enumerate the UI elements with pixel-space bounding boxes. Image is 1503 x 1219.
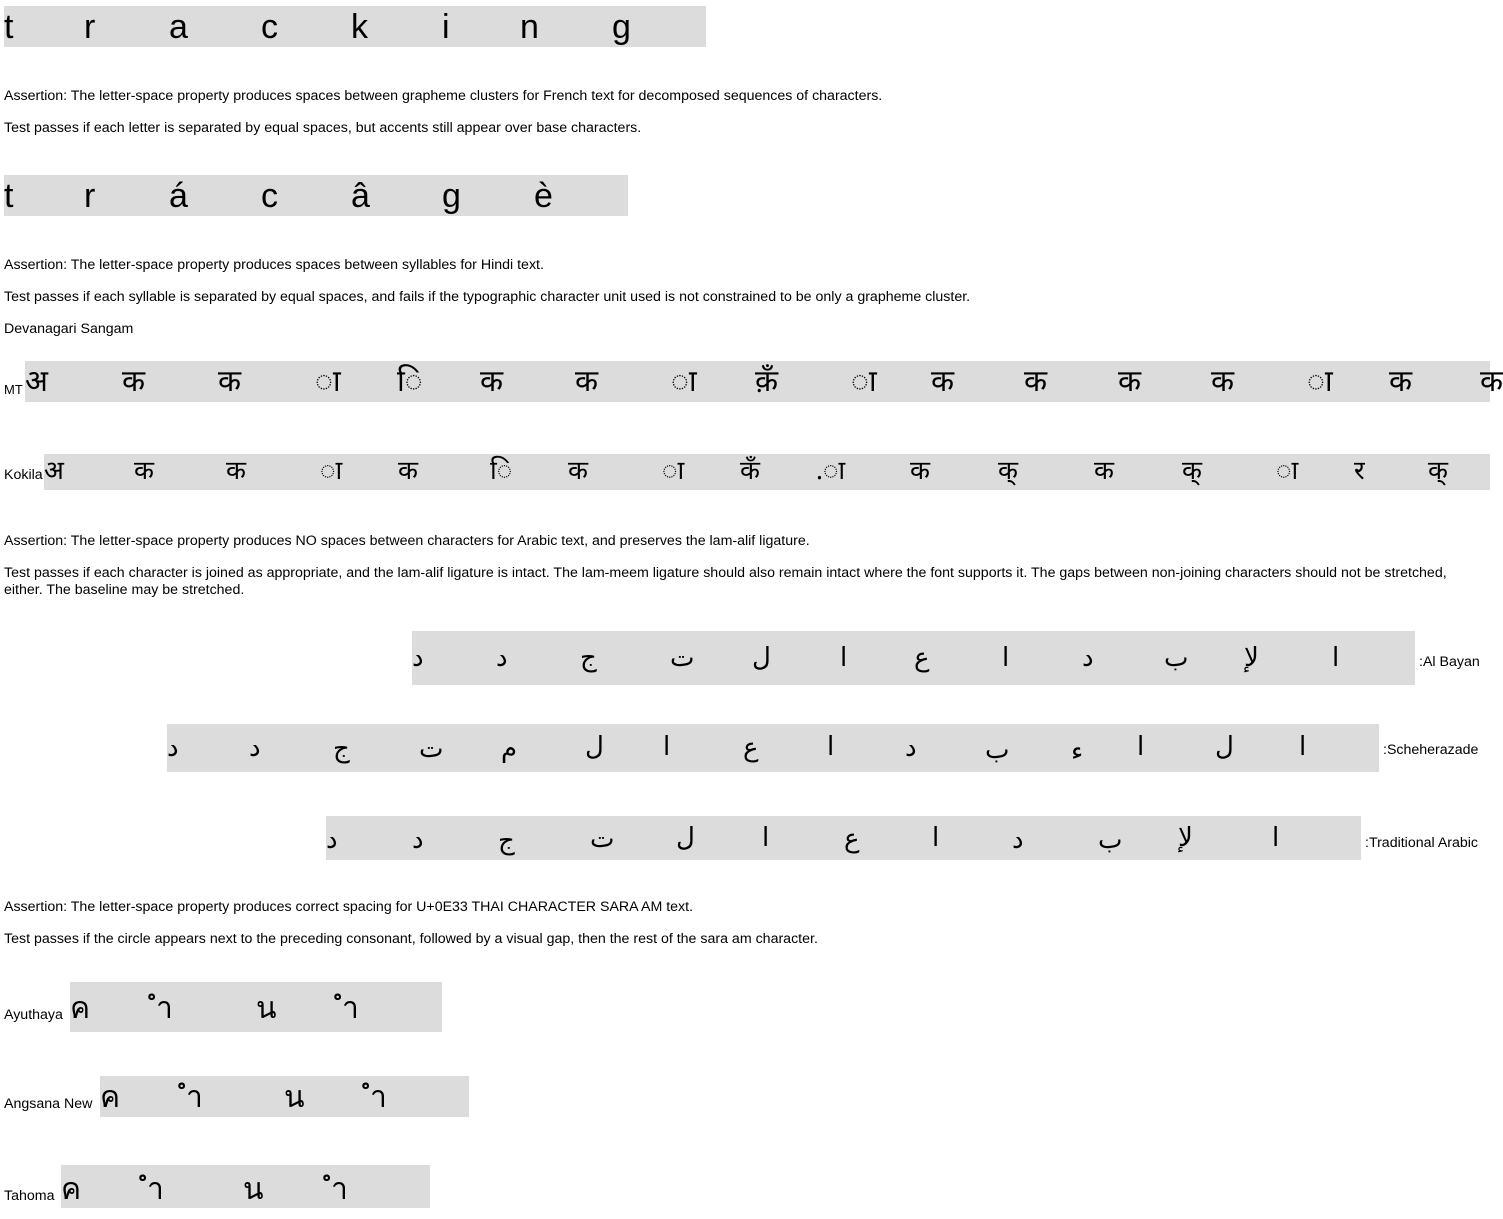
- hindi-pass-criteria: Test passes if each syllable is separated by equal spaces, and fails if the typographic character unit used is not constrained to be only a grapheme cluster.: [4, 289, 971, 305]
- letter-glyph: n: [520, 8, 539, 46]
- font-label-angsana-new: Angsana New: [4, 1096, 93, 1112]
- arabic-glyph: ا: [1272, 823, 1280, 853]
- syllable-glyph: क: [1480, 364, 1503, 399]
- syllable-glyph: क: [398, 456, 418, 486]
- thai-glyph: ํา: [186, 1080, 203, 1115]
- syllable-glyph: क: [1389, 364, 1413, 399]
- thai-sample-ayuthaya-band: [70, 982, 442, 1032]
- arabic-sample-al-bayan-band: [412, 631, 1415, 685]
- arabic-glyph: ج: [333, 734, 350, 764]
- arabic-glyph: ب: [1164, 643, 1189, 673]
- syllable-glyph: क: [568, 456, 588, 486]
- arabic-glyph: د: [1012, 825, 1024, 855]
- thai-glyph: น: [256, 991, 277, 1026]
- syllable-glyph: ा: [671, 364, 697, 399]
- syllable-glyph: क: [1024, 364, 1048, 399]
- french-sample-band: [4, 175, 628, 216]
- arabic-glyph: ت: [670, 643, 695, 673]
- syllable-glyph: कँ: [740, 456, 760, 486]
- arabic-glyph: د: [326, 825, 338, 855]
- letter-glyph: r: [84, 8, 96, 46]
- syllable-glyph: क्: [998, 456, 1018, 486]
- syllable-glyph: क्: [1182, 456, 1202, 486]
- arabic-glyph: ع: [743, 733, 759, 763]
- syllable-glyph: क: [910, 456, 930, 486]
- syllable-glyph: ा: [851, 364, 877, 399]
- arabic-glyph: ع: [844, 824, 860, 854]
- thai-glyph: ํา: [331, 1172, 348, 1207]
- font-label-kokila: Kokila: [4, 467, 43, 483]
- font-label-al-bayan: :Al Bayan: [1419, 654, 1480, 670]
- syllable-glyph: क: [480, 364, 504, 399]
- arabic-glyph: د: [412, 825, 424, 855]
- letter-glyph: á: [169, 177, 188, 215]
- arabic-glyph: ا: [827, 732, 835, 762]
- arabic-glyph: ا: [932, 823, 940, 853]
- tracking-sample-band: [4, 6, 706, 47]
- thai-glyph: น: [284, 1080, 305, 1115]
- letter-glyph: c: [261, 177, 278, 215]
- syllable-glyph: ा: [315, 364, 341, 399]
- thai-glyph: ํา: [370, 1080, 387, 1115]
- font-label-tahoma: Tahoma: [4, 1188, 55, 1204]
- thai-sample-tahoma-band: [61, 1165, 430, 1208]
- syllable-glyph: क: [1211, 364, 1235, 399]
- letter-glyph: k: [351, 8, 368, 46]
- arabic-glyph: ا: [663, 732, 671, 762]
- arabic-glyph: ج: [498, 826, 515, 856]
- syllable-glyph: क़ँ: [755, 364, 779, 399]
- syllable-glyph: क: [1094, 456, 1114, 486]
- letter-glyph: â: [351, 177, 370, 215]
- arabic-glyph: ا: [1332, 643, 1340, 673]
- thai-sample-angsana-new-band: [100, 1076, 469, 1117]
- font-label-ayuthaya: Ayuthaya: [4, 1007, 63, 1023]
- hindi-font-heading: Devanagari Sangam: [4, 321, 134, 337]
- arabic-glyph: ب: [985, 735, 1010, 765]
- arabic-pass-criteria: Test passes if each character is joined as appropriate, and the lam-alif ligature is intact. The lam-meem ligature should also remain intact where the font supports it. The gaps between non-joining characters should not be stretched, either. The baseline may be stretched.: [4, 565, 1447, 598]
- thai-glyph: ํา: [147, 1172, 164, 1207]
- arabic-glyph: د: [905, 733, 917, 763]
- arabic-glyph: ت: [419, 734, 444, 764]
- letter-glyph: è: [534, 177, 553, 215]
- arabic-glyph: د: [1082, 643, 1094, 673]
- arabic-glyph: د: [412, 643, 424, 673]
- syllable-glyph: क: [134, 456, 154, 486]
- syllable-glyph: ि: [490, 456, 513, 486]
- arabic-glyph: د: [496, 643, 508, 673]
- syllable-glyph: क: [122, 364, 146, 399]
- arabic-glyph: ا: [1299, 732, 1307, 762]
- syllable-glyph: क: [931, 364, 955, 399]
- arabic-sample-scheherazade-band: [167, 724, 1379, 772]
- letter-glyph: a: [169, 8, 188, 46]
- syllable-glyph: अ: [44, 456, 64, 486]
- thai-glyph: น: [243, 1172, 264, 1207]
- arabic-glyph: ء: [1071, 737, 1084, 767]
- arabic-glyph: د: [249, 733, 261, 763]
- arabic-glyph: م: [501, 734, 518, 764]
- hindi-assertion: Assertion: The letter-space property produces spaces between syllables for Hindi text.: [4, 257, 544, 273]
- syllable-glyph: ा: [662, 456, 685, 486]
- arabic-glyph: ل: [585, 732, 604, 762]
- letter-glyph: c: [261, 8, 278, 46]
- letter-glyph: g: [612, 8, 631, 46]
- arabic-glyph: د: [167, 733, 179, 763]
- thai-glyph: ํา: [156, 991, 173, 1026]
- syllable-glyph: क्: [1428, 456, 1448, 486]
- hindi-sample-kokila-band: [44, 454, 1490, 490]
- letter-glyph: i: [442, 8, 450, 46]
- arabic-glyph: ج: [580, 643, 597, 673]
- arabic-glyph: ا: [1137, 732, 1145, 762]
- syllable-glyph: क: [218, 364, 242, 399]
- french-assertion: Assertion: The letter-space property produces spaces between grapheme clusters for French text for decomposed sequences of characters.: [4, 88, 883, 104]
- syllable-glyph: अ: [25, 364, 48, 399]
- font-label-mt: MT: [4, 382, 23, 397]
- font-label-scheherazade: :Scheherazade: [1383, 742, 1479, 758]
- letter-glyph: t: [4, 177, 14, 215]
- arabic-glyph: ل: [752, 643, 771, 673]
- syllable-glyph: ा: [1307, 364, 1333, 399]
- arabic-glyph: ل: [676, 823, 695, 853]
- syllable-glyph: र: [1354, 456, 1365, 486]
- french-pass-criteria: Test passes if each letter is separated by equal spaces, but accents still appear over base characters.: [4, 120, 642, 136]
- arabic-glyph: ع: [914, 643, 930, 673]
- hindi-sample-mt-band: [25, 361, 1503, 402]
- syllable-glyph: क: [226, 456, 246, 486]
- syllable-glyph: क: [575, 364, 599, 399]
- arabic-glyph: ب: [1098, 825, 1123, 855]
- arabic-glyph: ا: [840, 643, 848, 673]
- thai-assertion: Assertion: The letter-space property produces correct spacing for U+0E33 THAI CHARACTER SARA AM text.: [4, 899, 694, 915]
- thai-glyph: ค: [100, 1080, 121, 1115]
- syllable-glyph: ा: [320, 456, 343, 486]
- letter-glyph: r: [84, 177, 96, 215]
- thai-glyph: ํา: [342, 991, 359, 1026]
- letter-glyph: g: [442, 177, 461, 215]
- arabic-glyph: لإ: [1178, 823, 1193, 853]
- syllable-glyph: .ा: [816, 456, 846, 486]
- arabic-sample-traditional-arabic-band: [326, 816, 1361, 860]
- thai-glyph: ค: [70, 991, 91, 1026]
- arabic-glyph: ا: [762, 823, 770, 853]
- thai-glyph: ค: [61, 1172, 82, 1207]
- thai-pass-criteria: Test passes if the circle appears next to the preceding consonant, followed by a visual gap, then the rest of the sara am character.: [4, 931, 818, 947]
- syllable-glyph: ि: [397, 364, 423, 399]
- arabic-glyph: لإ: [1244, 643, 1259, 673]
- syllable-glyph: क: [1118, 364, 1142, 399]
- arabic-glyph: ت: [590, 824, 615, 854]
- arabic-glyph: ل: [1215, 732, 1234, 762]
- font-label-traditional-arabic: :Traditional Arabic: [1365, 835, 1479, 851]
- arabic-glyph: ا: [1002, 643, 1010, 673]
- arabic-assertion: Assertion: The letter-space property produces NO spaces between characters for Arabic text, and preserves the lam-alif ligature.: [4, 533, 810, 549]
- syllable-glyph: ा: [1276, 456, 1299, 486]
- letter-glyph: t: [4, 8, 14, 46]
